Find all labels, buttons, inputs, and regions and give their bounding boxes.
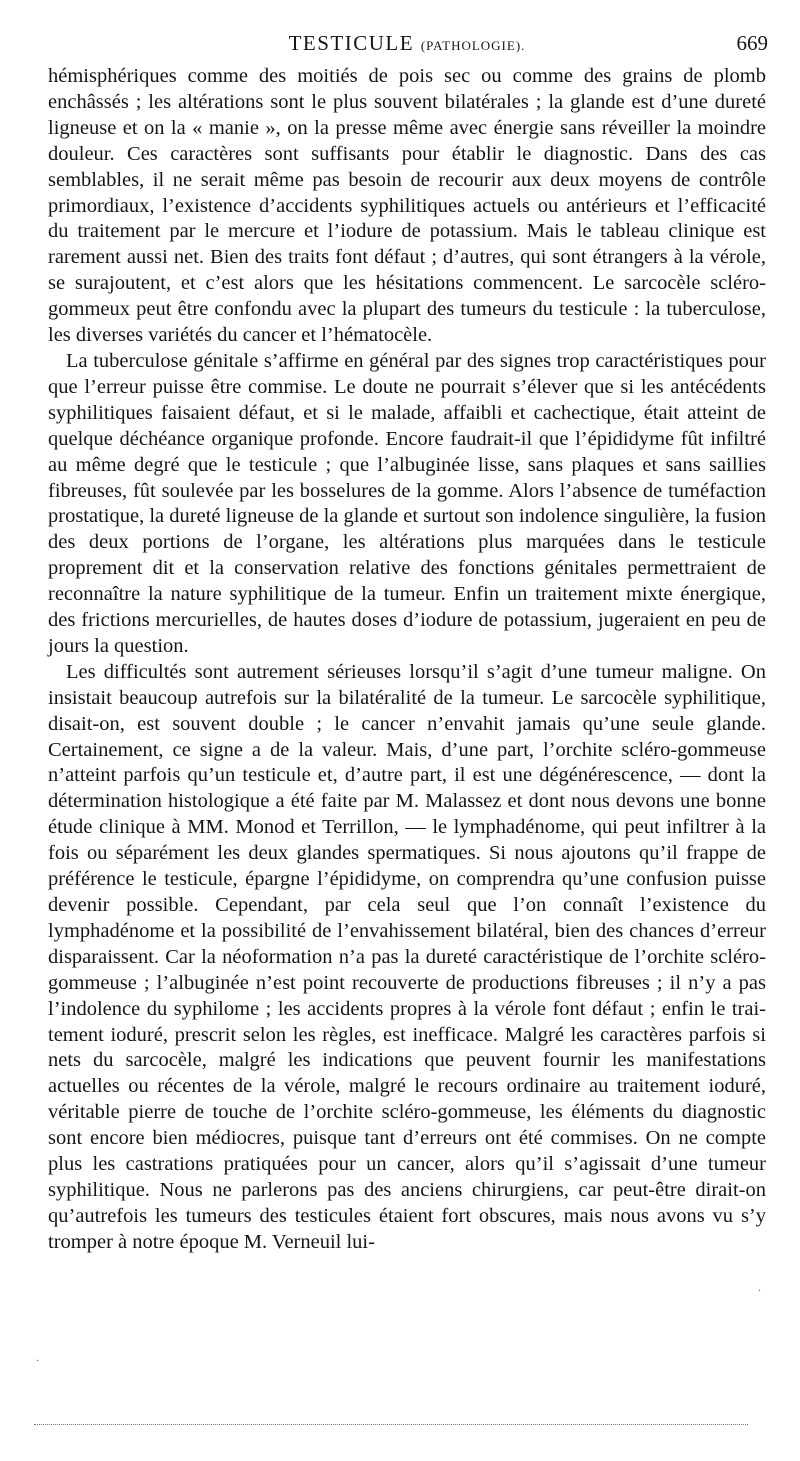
document-page	[48, 28, 766, 1256]
running-head	[48, 28, 766, 58]
stray-mark: .	[36, 1353, 40, 1364]
running-head-title: TESTICULE	[288, 31, 415, 55]
paragraph-1: hémisphériques comme des moitiés de pois sec ou comme des grains de plomb enchâssés ; les altérations sont le plus souvent bilatérales ; la glande est d’une dureté ligneuse et on la « manie », on la presse même avec énergie sans réveiller la moindre douleur. Ces caractères sont suffisants pour établir le diagnostic. Dans des cas semblables, il ne serait même pas besoin de recourir aux deux moyens de contrôle primordiaux, l’existence d’accidents syphilitiques actuels ou antérieurs et l’efficacité du traitement par le mercure et l’iodure de potassium. Mais le tableau clinique est rarement aussi net. Bien des traits font défaut ; d’autres, qui sont étrangers à la vérole, se surajoutent, et c’est alors que les hésitations commencent. Le sarcocèle scléro-gommeux peut être confondu avec la plupart des tumeurs du testicule : la tuberculose, les diverses variétés du cancer et l’hématocèle.	[48, 65, 766, 347]
page-number: 669	[736, 31, 768, 55]
running-head-section: (PATHOLOGIE).	[420, 38, 526, 53]
paragraph-2: La tuberculose génitale s’affirme en général par des signes trop caractéristiques pour que l’erreur puisse être commise. Le doute ne pourrait s’élever que si les antécédents syphilitiques faisaient défaut, et si le malade, affaibli et cachectique, était atteint de quelque déchéance organique profonde. Encore faudrait-il que l’épididyme fût infiltré au même degré que le testicule ; que l’albuginée lisse, sans plaques et sans saillies fibreuses, fût soulevée par les bosselures de la gomme. Alors l’absence de tuméfaction prostatique, la dureté ligneuse de la glande et surtout son indolence singulière, la fusion des deux portions de l’organe, les altérations plus marquées dans le testicule proprement dit et la conservation relative des fonctions génitales permettraient de reconnaître la nature syphilitique de la tumeur. Enfin un traitement mixte énergique, des frictions mercurielles, de hautes doses d’iodure de potassium, jugeraient en peu de jours la question.	[48, 349, 766, 657]
paragraph-3: Les difficultés sont autrement sérieuses lorsqu’il s’agit d’une tumeur maligne. On insistait beaucoup autrefois sur la bilatéralité de la tumeur. Le sarcocèle syphilitique, disait-on, est souvent double ; le cancer n’envahit jamais qu’une seule glande. Certainement, ce signe a de la valeur. Mais, d’une part, l’orchite scléro-gommeuse n’atteint parfois qu’un testicule et, d’autre part, il est une dégénérescence, — dont la détermination histologique a été faite par M. Malassez et dont nous devons une bonne étude clinique à MM. Monod et Terrillon, — le lymphadénome, qui peut infiltrer à la fois ou séparément les deux glandes spermatiques. Si nous ajoutons qu’il frappe de préférence le testicule, épargne l’épididyme, on comprendra qu’une confusion puisse devenir possible. Cependant, par cela seul que l’on connaît l’existence du lymphadénome et la possibilité de l’envahissement bilatéral, bien des chances d’erreur disparaissent. Car la néoformation n’a pas la dureté caractéristique de l’orchite scléro-gommeuse ; l’albuginée n’est point recouverte de productions fibreuses ; il n’y a pas l’indolence du syphilome ; les accidents propres à la vérole font défaut ; enfin le traitement ioduré, prescrit selon les règles, est inefficace. Malgré les caractères parfois si nets du sarcocèle, malgré les indications que peuvent fournir les manifestations actuelles ou récentes de la vérole, malgré le recours ordinaire au traitement ioduré, véritable pierre de touche de l’orchite scléro-gommeuse, les éléments du diagnostic sont encore bien médiocres, puisque tant d’erreurs ont été commises. On ne compte plus les castrations pratiquées pour un cancer, alors qu’il s’agissait d’une tumeur syphilitique. Nous ne parlerons pas des anciens chirurgiens, car peut-être dirait-on qu’autrefois les tumeurs des testicules étaient fort obscures, mais nous avons vu s’y tromper à notre époque M. Verneuil lui-	[48, 660, 766, 1253]
body-text	[48, 64, 766, 1256]
stray-mark: .	[758, 1283, 762, 1294]
footer-dotted-rule	[34, 1424, 748, 1425]
